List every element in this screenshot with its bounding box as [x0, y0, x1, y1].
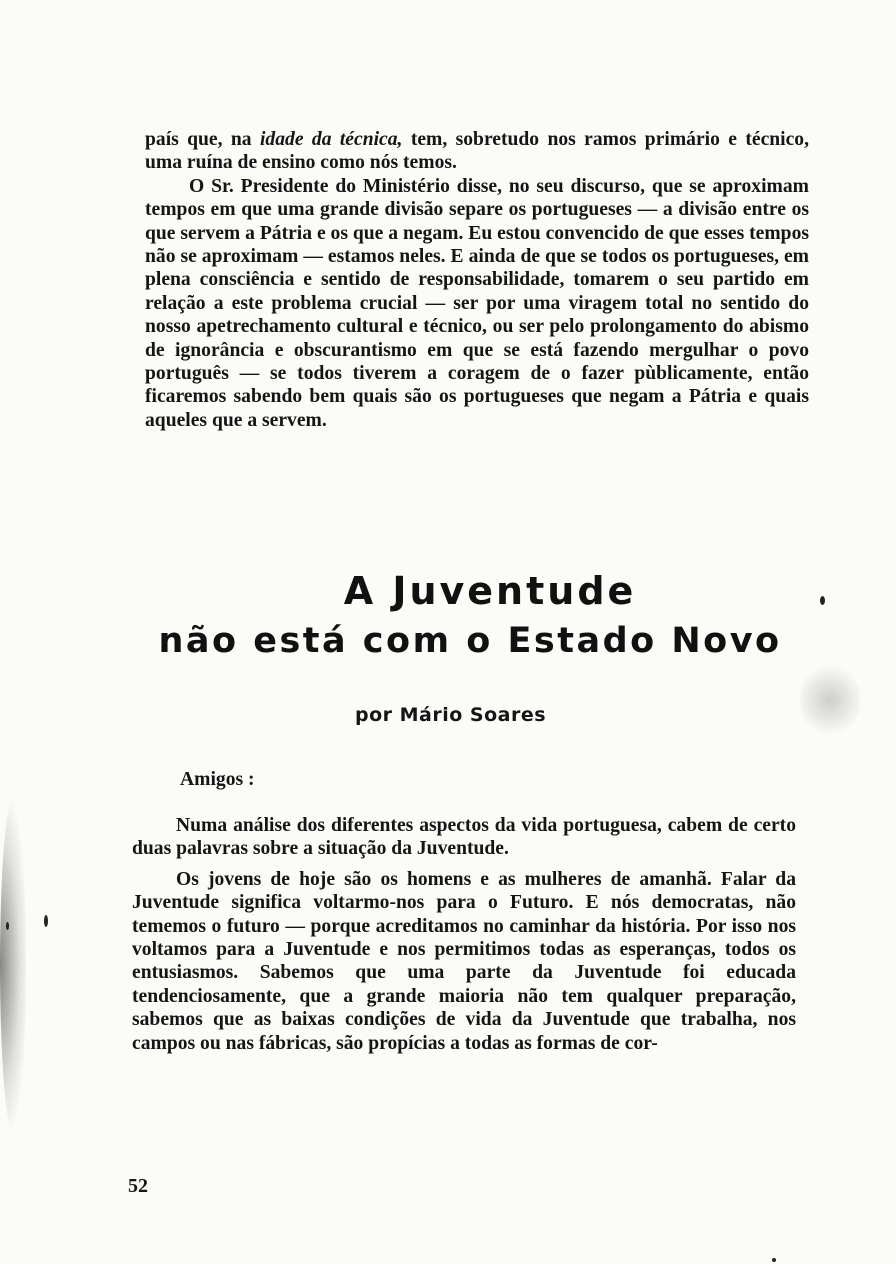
byline: por Mário Soares — [355, 704, 547, 726]
paragraph: O Sr. Presidente do Ministério disse, no seu discurso, que se aproximam tempos em que uma grande divisão separe os portugueses — a divisão entre os que servem a Pátria e os que a negam. Eu estou convencido de que esses tempos não se aproximam — estamos neles. E ainda de que se todos os portugueses, em plena consciência e sentido de responsabilidade, tomarem o seu partido em relação a este problema crucial — ser por uma viragem total no sentido do nosso apetrechamento cultural e técnico, ou ser pelo prolongamento do abismo de ignorância e obscurantismo em que se está fazendo mergulhar o povo português — se todos tiverem a coragem de o fazer pùblicamente, então ficaremos sabendo bem quais são os portugueses que negam a Pátria e quais aqueles que a servem. — [145, 175, 809, 431]
scan-speck — [772, 1258, 776, 1262]
scan-speck — [44, 915, 48, 927]
salutation: Amigos : — [180, 769, 255, 790]
italic-phrase: idade da técnica, — [259, 129, 403, 150]
paragraph: Numa análise dos diferentes aspectos da vida portuguesa, cabem de certo duas palavras sobre a situação da Juventude. — [132, 815, 796, 860]
title-line-1: A Juventude — [343, 569, 637, 613]
scan-smudge — [800, 660, 860, 740]
scan-speck — [820, 596, 825, 605]
paragraph: Os jovens de hoje são os homens e as mulheres de amanhã. Falar da Juventude significa voltarmo-nos para o Futuro. E nós democratas, não tememos o futuro — porque acreditamos no caminhar da história. Por isso nos voltamos para a Juventude e nos permitimos todas as esperanças, todos os entusiasmos. Sabemos que uma parte da Juventude foi educada tendenciosamente, que a grande maioria não tem qualquer preparação, sabemos que as baixas condições de vida da Juventude que trabalha, nos campos ou nas fábricas, são propícias a todas as formas de cor- — [132, 868, 796, 1054]
scan-speck — [6, 922, 9, 930]
page-number: 52 — [128, 1175, 148, 1197]
continued-text — [145, 128, 809, 432]
paragraph: país que, na idade da técnica, tem, sobretudo nos ramos primário e técnico, uma ruína de ensino como nós temos. — [145, 129, 809, 174]
scan-smudge — [0, 800, 26, 1130]
article-body — [132, 814, 796, 1055]
title-line-2: não está com o Estado Novo — [158, 621, 782, 661]
article-title — [120, 568, 820, 664]
